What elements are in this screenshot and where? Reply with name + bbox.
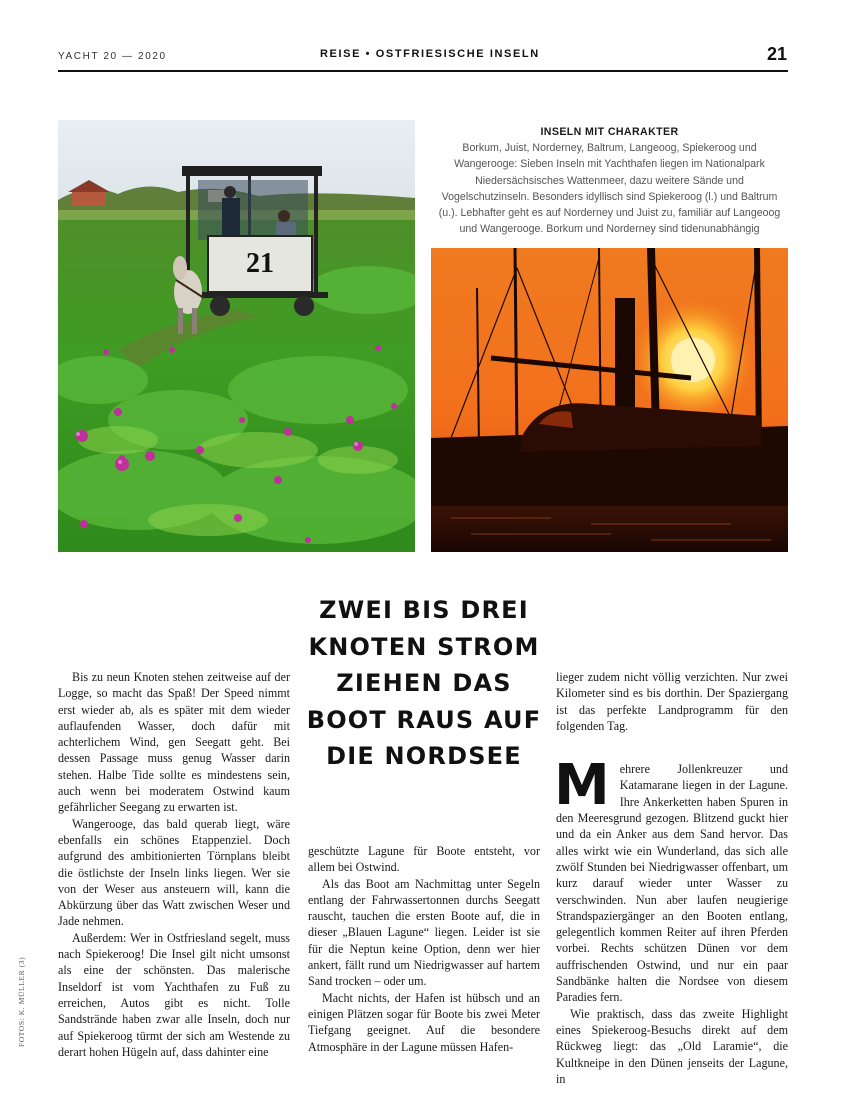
paragraph: Außerdem: Wer in Ostfriesland segelt, muss nach Spiekeroog! Die Insel gilt nicht umsonst als eine der schönsten. Das malerische Inseldorf ist vom Yachthafen zu Fuß zu erreichen, Autos gibt es nicht. Tolle Sandstrände haben zwar alle Inseln, doch nur auf Spiekeroog türmt der sich am Westende zu derart hohen Hügeln auf, dass dahinter eine [58,930,290,1059]
paragraph: Wangerooge, das bald querab liegt, wäre ebenfalls ein schönes Etappenziel. Doch aufgrund des ambitionierten Törnplans bleibt die östlichste der Inseln links liegen. Wer sie von der Weser aus ansteuern will, kann die Abkürzung über das Watt zwischen Weser und Jade nehmen. [58,816,290,929]
tram-number: 21 [246,248,274,279]
text-column-3 [556,669,788,1087]
paragraph: geschützte Lagune für Boote entsteht, vor allem bei Ostwind. [308,844,540,875]
caption-text: Borkum, Juist, Norderney, Baltrum, Langeoog, Spiekeroog und Wangerooge: Sieben Inseln mit Yachthafen liegen im Nationalpark Niedersächsisches Wattenmeer, dazu weitere Sände und Vogelschutzinseln. Besonders idyllisch sind Spiekeroog (l.) und Baltrum (u.). Lebhafter geht es auf Norderney und Juist zu, familiär auf Langeoog und Wangerooge. Borkum und Norderney sind tidenunabhängig [438,142,781,236]
pull-quote: ZWEI BIS DREI KNOTEN STROM ZIEHEN DAS BOOT RAUS AUF DIE NORDSEE [306,596,542,770]
paragraph: lieger zudem nicht völlig verzichten. Nur zwei Kilometer sind es bis dorthin. Der Spaziergang ist das perfekte Landprogramm für den folgenden Tag. [556,670,788,733]
section-title: REISE • OSTFRIESISCHE INSELN [320,48,540,60]
photo-credit: FOTOS: K. MÜLLER (3) [17,956,26,1047]
drop-cap: M [554,753,610,819]
caption-title: INSELN MIT CHARAKTER [540,126,679,138]
photo-horse-tram [58,120,415,552]
text-column-1 [58,669,290,1060]
dropcap-paragraph [554,753,788,1005]
text-column-2 [308,843,540,1055]
photo-harbour-sunset [431,248,788,552]
paragraph: Macht nichts, der Hafen ist hübsch und an einigen Plätzen sogar für Boote bis zwei Meter Tiefgang geeignet. Auf die besondere Atmosphäre in der Lagune müssen Hafen- [308,990,540,1054]
dropcap-paragraph-text: ehrere Jollenkreuzer und Katamarane liegen in der Lagune. Ihre Ankerketten haben Spuren in den Meeresgrund gezogen. Blitzend guckt hier und da ein Anker aus dem Sand hervor. Das alles wirkt wie ein Wunderland, das sich alle zwölf Stunden bei Niedrigwasser offenbart, um kurz darauf wieder unter Wasser zu verschwinden. Nun aber laufen neugierige Strandspaziergänger an den Booten entlang, gelegentlich kommen Reiter auf ihren Pferden vorbei. Rechts schützen Dünen vor dem auffrischenden Ostwind, und nur ein paar Sandbänke halten die Nordsee von diesem Paradies fern. [556,762,788,1005]
header-rule [58,70,788,72]
paragraph: Wie praktisch, dass das zweite Highlight eines Spiekeroog-Besuchs direkt auf dem Rückweg liegt: das „Old Laramie“, die Kultkneipe in den Dünen jenseits der Lagune, in [556,1006,788,1086]
paragraph: Als das Boot am Nachmittag unter Segeln entlang der Fahrwassertonnen durchs Seegatt rauscht, tauchen die ersten Boote auf, die in dieser „Blauen Lagune“ liegen. Leider ist sie für die Neptun keine Option, denn wer hier ankert, fällt rund um Niedrigwasser auf hartem Sand trocken – oder um. [308,876,540,989]
sunset-illustration [431,248,788,552]
paragraph: Bis zu neun Knoten stehen zeitweise auf der Logge, so macht das Spaß! Der Speed nimmt erst wieder ab, als es später mit dem wieder auflaufenden Wasser, doch dafür mit achterlichem Wind, gen Seegatt geht. Bei dessen Passage muss genug Wasser darin stehen. Halbe Tide sollte es mindestens sein, auch wenn bei moderatem Ostwind kaum gefährlicher Seegang zu erwarten ist. [58,670,290,815]
page-number: 21 [766,44,787,64]
issue-label: YACHT 20 — 2020 [58,51,167,62]
photo-caption [431,124,788,237]
horse-tram-illustration [58,120,415,552]
